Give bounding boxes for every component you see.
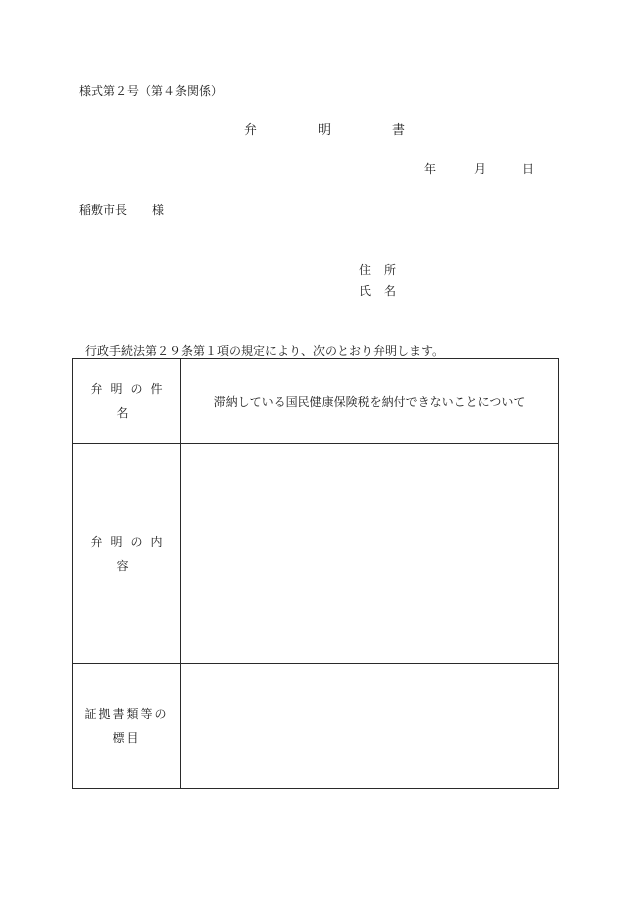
- subject-label-cell: [73, 359, 181, 444]
- applicant-address-label: 所: [384, 263, 397, 277]
- applicant-address-label: 住: [359, 263, 372, 277]
- intro-statement: 行政手続法第２９条第１項の規定により、次のとおり弁明します。: [85, 344, 445, 358]
- addressee-name: 稲敷市長: [79, 203, 128, 217]
- subject-value: 滞納している国民健康保険税を納付できないことについて: [213, 394, 526, 409]
- evidence-label-cell: [73, 664, 181, 789]
- table-row-content: [73, 444, 559, 664]
- applicant-name-label: 名: [384, 284, 397, 298]
- date-month-label: 月: [474, 162, 487, 176]
- document-title-char: 弁: [244, 123, 258, 138]
- subject-label: 弁明の件名: [90, 382, 171, 420]
- addressee-honorific: 様: [152, 203, 165, 217]
- form-number: 様式第２号（第４条関係）: [79, 84, 224, 98]
- evidence-label: 証拠書類等の標目: [84, 707, 169, 745]
- content-label: 弁明の内容: [90, 534, 171, 573]
- date-day-label: 日: [522, 162, 535, 176]
- content-label-cell: [73, 444, 181, 664]
- table-row-subject: [73, 359, 559, 444]
- document-title-char: 明: [318, 123, 332, 138]
- table-row-evidence: [73, 664, 559, 789]
- explanation-table: [72, 358, 559, 789]
- subject-value-cell[interactable]: [181, 359, 559, 444]
- document-title-char: 書: [392, 123, 406, 138]
- applicant-name-label: 氏: [359, 284, 372, 298]
- content-value-cell[interactable]: [181, 444, 559, 664]
- date-year-label: 年: [424, 162, 437, 176]
- evidence-value-cell[interactable]: [181, 664, 559, 789]
